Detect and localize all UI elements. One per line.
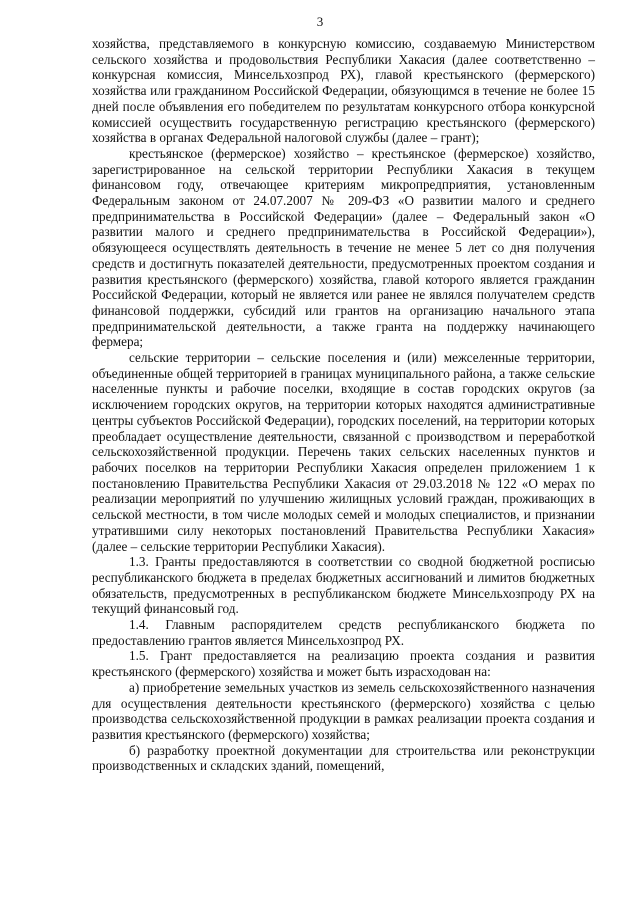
page-number: 3 bbox=[316, 14, 324, 29]
paragraph-clause-1-3: 1.3. Гранты предоставляются в соответствии со сводной бюджетной росписью республиканского бюджета в пределах бюджетных ассигнований и лимитов бюджетных обязательств, предусмотренных в республиканском бюджете Минсельхозпроду РХ на текущий финансовый год. bbox=[92, 554, 595, 617]
paragraph-farm-definition: крестьянское (фермерское) хозяйство – крестьянское (фермерское) хозяйство, зарегистрированное на сельской территории Республики Хакасия в текущем финансовом году, отвечающее критериям микропредприятия, установленным Федеральным законом от 24.07.2007 № 209-ФЗ «О развитии малого и среднего предпринимательства в Российской Федерации» (далее – Федеральный закон «О развитии малого и среднего предпринимательства в Российской Федерации»), обязующееся осуществлять деятельность в течение не менее 5 лет со дня получения средств и достигнуть показателей деятельности, предусмотренных проектом создания и развития крестьянского (фермерского) хозяйства, главой которого является гражданин Российской Федерации, который не является или ранее не являлся получателем средств финансовой поддержки, субсидий или грантов на организацию начального этапа предпринимательской деятельности, а также гранта на поддержку начинающего фермера; bbox=[92, 145, 595, 350]
document-body bbox=[92, 36, 595, 774]
paragraph-item-b: б) разработку проектной документации для строительства или реконструкции производственных и складских зданий, помещений, bbox=[92, 742, 595, 774]
paragraph-item-a: а) приобретение земельных участков из земель сельскохозяйственного назначения для осуществления деятельности крестьянского (фермерского) хозяйства с целью производства сельскохозяйственной продукции в рамках реализации проекта создания и развития крестьянского (фермерского) хозяйства; bbox=[92, 679, 595, 742]
paragraph-grant-definition: хозяйства, представляемого в конкурсную комиссию, создаваемую Министерством сельского хозяйства и продовольствия Республики Хакасия (далее соответственно – конкурсная комиссия, Минсельхозпрод РХ), главой крестьянского (фермерского) хозяйства или гражданином Российской Федерации, обязующимся в течение не более 15 дней после объявления его победителем по результатам конкурсного отбора конкурсной комиссией осуществить государственную регистрацию крестьянского (фермерского) хозяйства в органах Федеральной налоговой службы (далее – грант); bbox=[92, 36, 595, 146]
paragraph-rural-territories-definition: сельские территории – сельские поселения и (или) межселенные территории, объединенные общей территорией в границах муниципального района, а также сельские населенные пункты и рабочие поселки, входящие в состав городских округов (за исключением городских округов, на территории которых находятся административные центры субъектов Российской Федерации), городских поселений, на территории которых преобладает осуществление деятельности, связанной с производством и переработкой сельскохозяйственной продукции. Перечень таких сельских населенных пунктов и рабочих поселков на территории Республики Хакасия определен приложением 1 к постановлению Правительства Республики Хакасия от 29.03.2018 № 122 «О мерах по реализации мероприятий по улучшению жилищных условий граждан, проживающих в сельской местности, в том числе молодых семей и молодых специалистов, и признании утратившими силу некоторых постановлений Правительства Республики Хакасия» (далее – сельские территории Республики Хакасия). bbox=[92, 350, 595, 554]
paragraph-clause-1-4: 1.4. Главным распорядителем средств республиканского бюджета по предоставлению грантов является Минсельхозпрод РХ. bbox=[92, 617, 595, 648]
paragraph-clause-1-5: 1.5. Грант предоставляется на реализацию проекта создания и развития крестьянского (фермерского) хозяйства и может быть израсходован на: bbox=[92, 648, 595, 680]
